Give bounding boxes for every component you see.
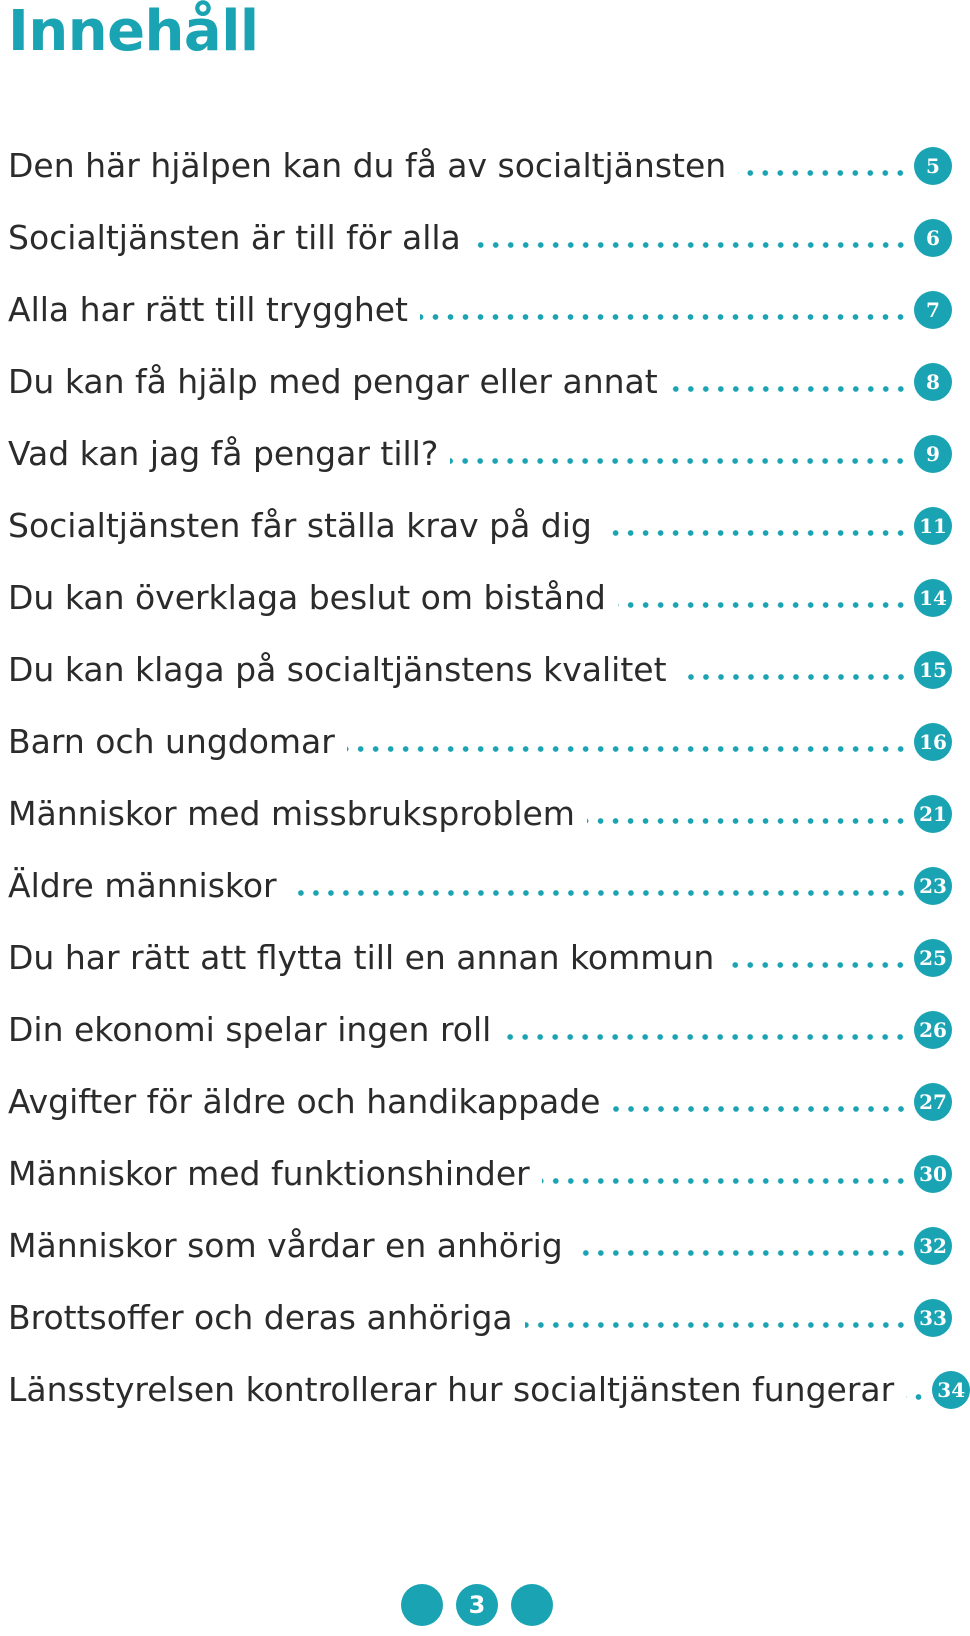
toc-entry[interactable] xyxy=(0,994,960,1066)
toc-entry[interactable] xyxy=(0,1354,966,1426)
toc-entry[interactable] xyxy=(0,706,960,778)
toc-page-number-badge: 16 xyxy=(914,723,952,761)
toc-page-number-badge: 15 xyxy=(914,651,952,689)
toc-entry[interactable] xyxy=(0,274,960,346)
toc-entry[interactable] xyxy=(0,418,960,490)
toc-page-number-badge: 9 xyxy=(914,435,952,473)
toc-page-number-badge: 5 xyxy=(914,147,952,185)
dot-leader xyxy=(542,1178,908,1184)
toc-entry-title: Du kan klaga på socialtjänstens kvalitet xyxy=(8,650,667,689)
dot-leader xyxy=(604,530,908,536)
toc-page-number-badge: 14 xyxy=(914,579,952,617)
toc-page-number-badge: 6 xyxy=(914,219,952,257)
toc-page-number-badge: 32 xyxy=(914,1227,952,1265)
toc-entry-title: Människor med missbruksproblem xyxy=(8,794,575,833)
toc-entry[interactable] xyxy=(0,1282,960,1354)
toc-page-number-badge: 25 xyxy=(914,939,952,977)
toc-entry-title: Människor med funktionshinder xyxy=(8,1154,530,1193)
toc-entry[interactable] xyxy=(0,130,960,202)
decorative-dot xyxy=(511,1584,553,1626)
toc-entry-title: Vad kan jag få pengar till? xyxy=(8,434,439,473)
toc-page-number-badge: 26 xyxy=(914,1011,952,1049)
dot-leader xyxy=(575,1250,908,1256)
toc-entry-title: Alla har rätt till trygghet xyxy=(8,290,408,329)
dot-leader xyxy=(670,386,908,392)
toc-entry-title: Din ekonomi spelar ingen roll xyxy=(8,1010,492,1049)
dot-leader xyxy=(618,602,908,608)
dot-leader xyxy=(726,962,908,968)
toc-entry[interactable] xyxy=(0,1066,960,1138)
toc-entry-title: Barn och ungdomar xyxy=(8,722,335,761)
toc-page-number-badge: 27 xyxy=(914,1083,952,1121)
toc-entry-title: Du har rätt att flytta till en annan kommun xyxy=(8,938,715,977)
toc-entry-title: Brottsoffer och deras anhöriga xyxy=(8,1298,513,1337)
dot-leader xyxy=(525,1322,908,1328)
dot-leader xyxy=(738,170,908,176)
toc-entry[interactable] xyxy=(0,562,960,634)
dot-leader xyxy=(906,1394,926,1400)
toc-page-number-badge: 7 xyxy=(914,291,952,329)
dot-leader xyxy=(289,890,908,896)
toc-entry[interactable] xyxy=(0,850,960,922)
toc-page-number-badge: 34 xyxy=(932,1371,970,1409)
toc-entry-title: Socialtjänsten är till för alla xyxy=(8,218,461,257)
dot-leader xyxy=(503,1034,908,1040)
decorative-dot xyxy=(401,1584,443,1626)
toc-entry[interactable] xyxy=(0,634,960,706)
page-footer xyxy=(0,1584,960,1630)
toc-page-number-badge: 21 xyxy=(914,795,952,833)
toc-entry-title: Du kan överklaga beslut om bistånd xyxy=(8,578,606,617)
page-title: Innehåll xyxy=(8,0,259,64)
dot-leader xyxy=(473,242,908,248)
toc-entry-title: Socialtjänsten får ställa krav på dig xyxy=(8,506,592,545)
toc-entry[interactable] xyxy=(0,490,960,562)
toc-entry-title: Du kan få hjälp med pengar eller annat xyxy=(8,362,658,401)
table-of-contents xyxy=(0,130,966,1426)
dot-leader xyxy=(450,458,908,464)
toc-entry[interactable] xyxy=(0,922,960,994)
toc-page-number-badge: 33 xyxy=(914,1299,952,1337)
toc-page-number-badge: 11 xyxy=(914,507,952,545)
dot-leader xyxy=(587,818,908,824)
toc-entry-title: Avgifter för äldre och handikappade xyxy=(8,1082,601,1121)
toc-entry[interactable] xyxy=(0,1138,960,1210)
page-number-badge: 3 xyxy=(456,1584,498,1626)
dot-leader xyxy=(347,746,908,752)
toc-entry[interactable] xyxy=(0,346,960,418)
toc-entry[interactable] xyxy=(0,778,960,850)
toc-entry-title: Äldre människor xyxy=(8,866,277,905)
toc-entry[interactable] xyxy=(0,1210,960,1282)
toc-entry-title: Människor som vårdar en anhörig xyxy=(8,1226,563,1265)
toc-entry-title: Den här hjälpen kan du få av socialtjänsten xyxy=(8,146,727,185)
toc-page-number-badge: 8 xyxy=(914,363,952,401)
dot-leader xyxy=(679,674,908,680)
dot-leader xyxy=(420,314,908,320)
toc-page-number-badge: 30 xyxy=(914,1155,952,1193)
toc-page-number-badge: 23 xyxy=(914,867,952,905)
toc-entry[interactable] xyxy=(0,202,960,274)
dot-leader xyxy=(613,1106,909,1112)
toc-entry-title: Länsstyrelsen kontrollerar hur socialtjänsten fungerar xyxy=(8,1370,895,1409)
